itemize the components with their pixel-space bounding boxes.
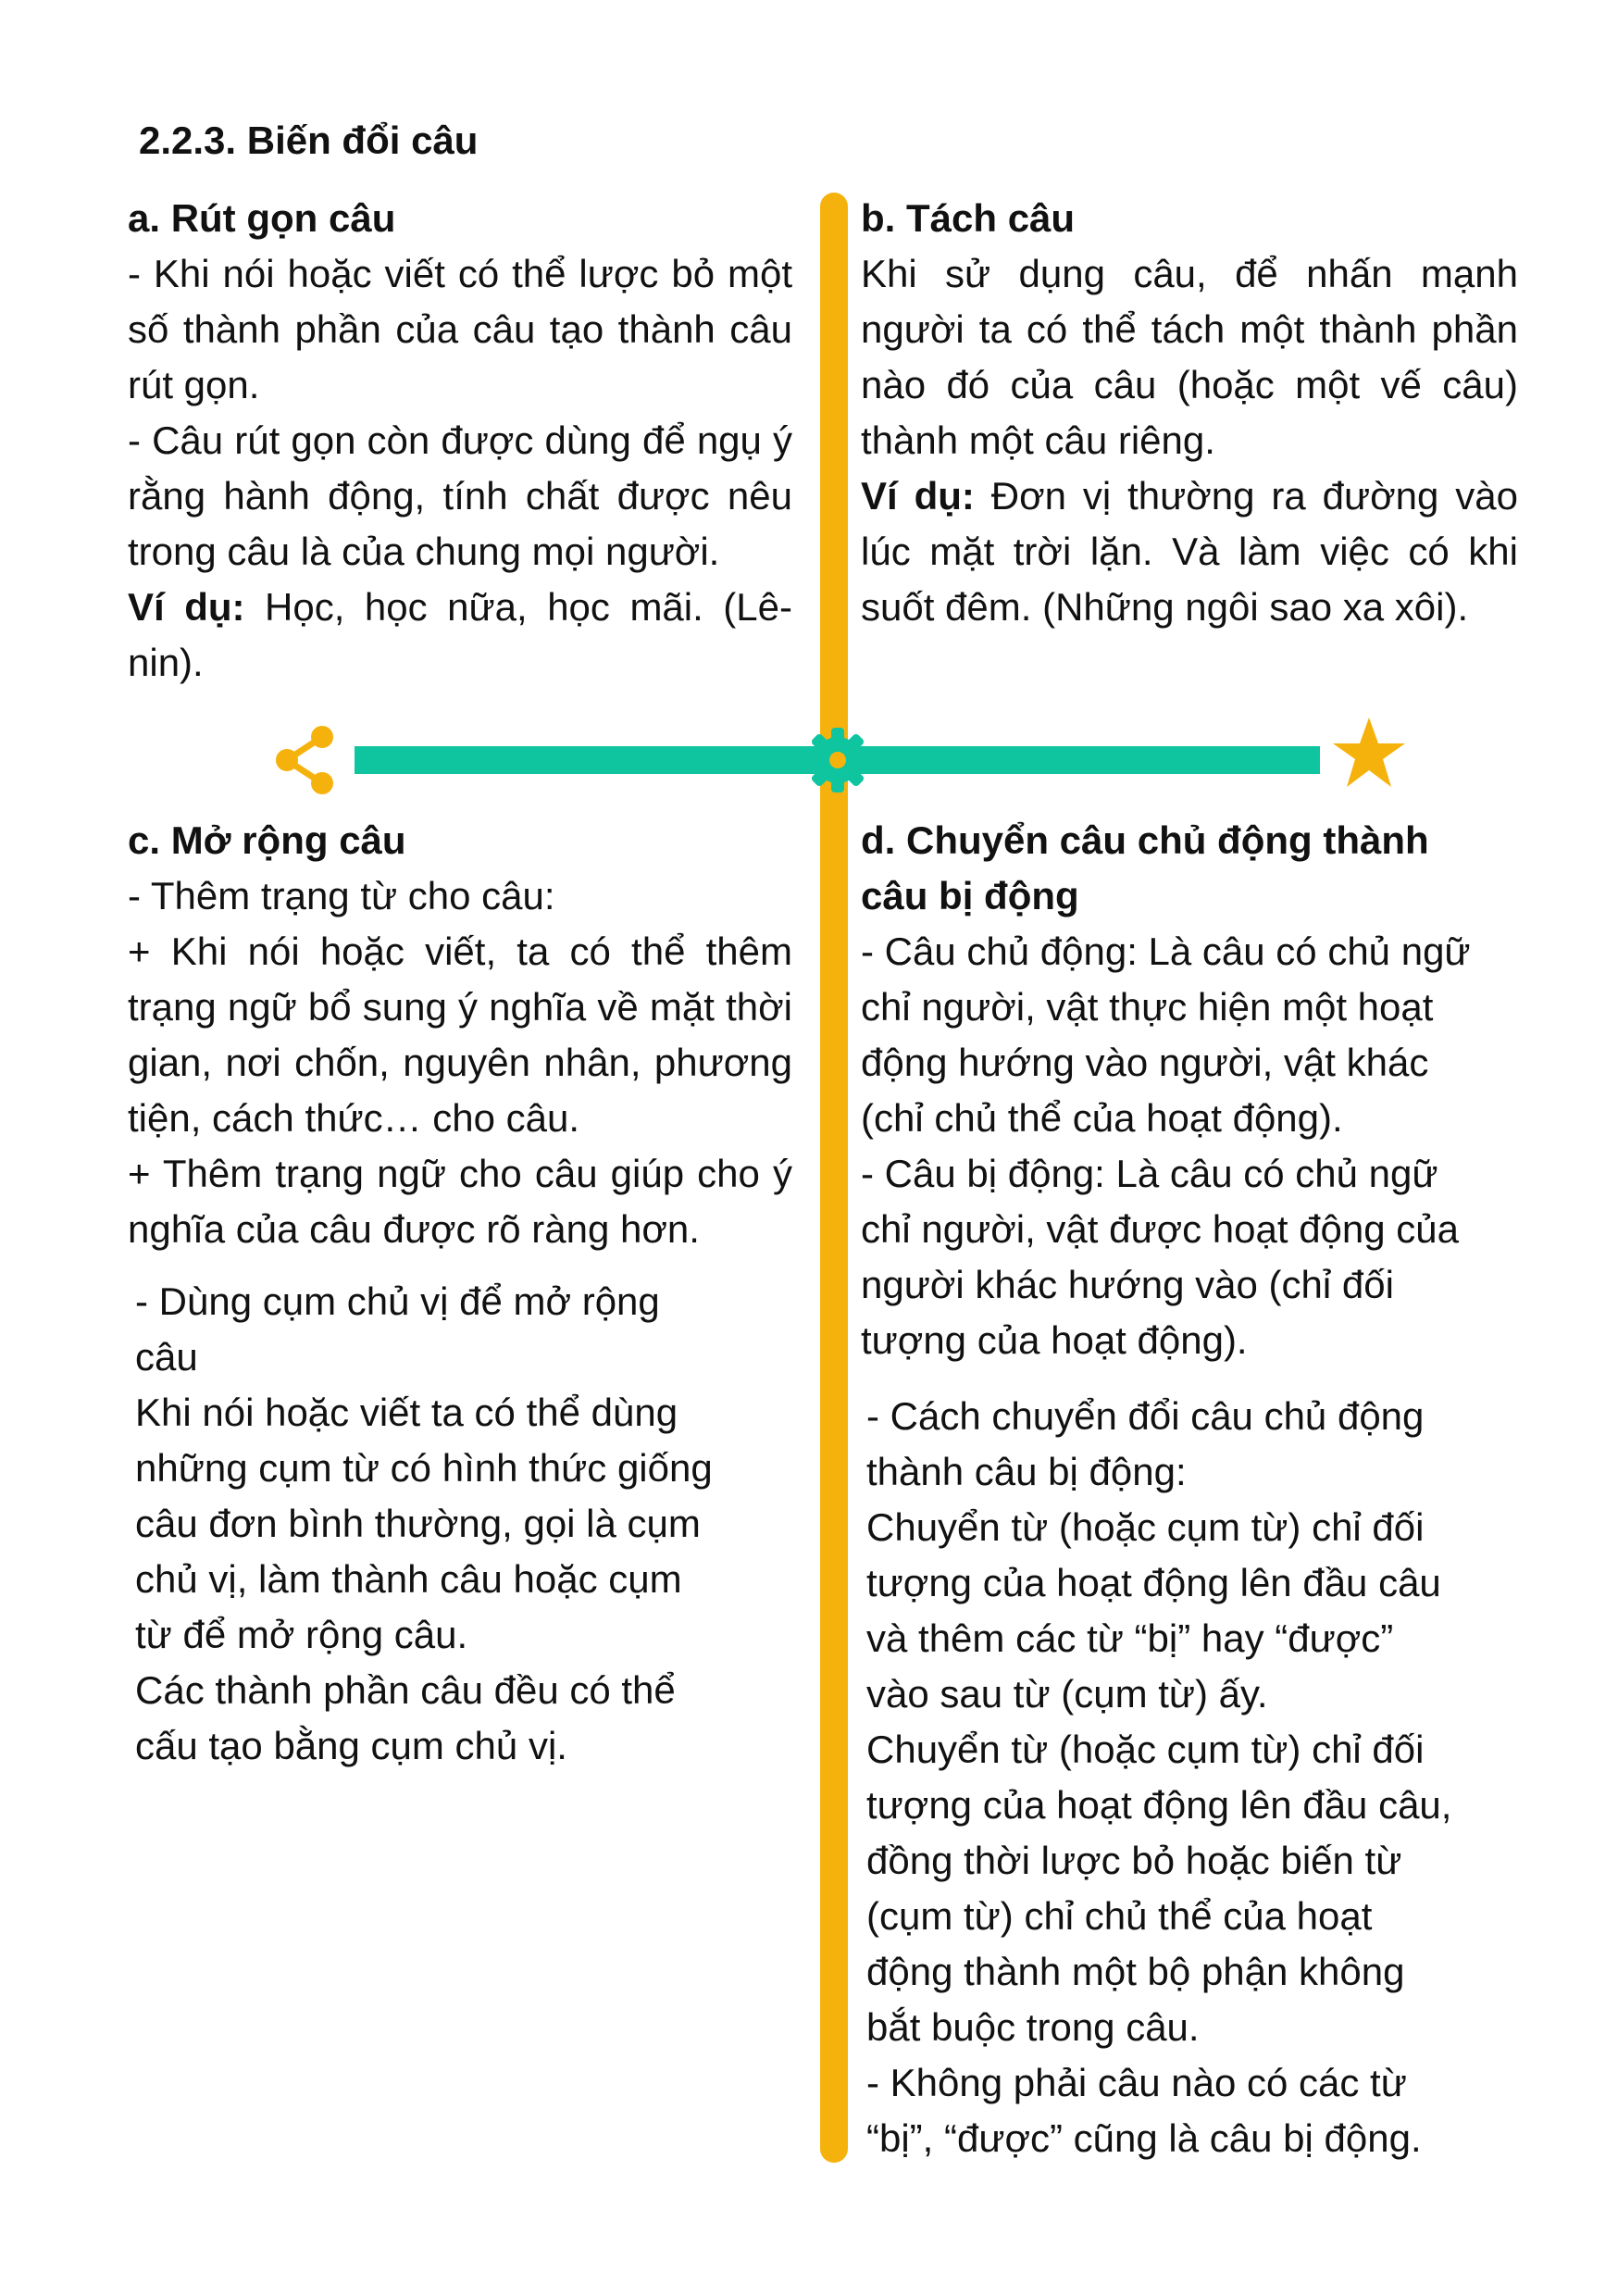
example-label: Ví dụ: <box>128 585 245 629</box>
quadrant-b-example <box>861 468 1518 635</box>
text-line: - Cách chuyển đổi câu chủ động <box>866 1394 1425 1438</box>
text-line: đồng thời lược bỏ hoặc biến từ <box>866 1839 1402 1882</box>
text-line: - Câu chủ động: Là câu có chủ ngữ <box>861 930 1471 973</box>
text-line: và thêm các từ “bị” hay “được” <box>866 1616 1394 1660</box>
text-line: những cụm từ có hình thức giống <box>135 1446 713 1490</box>
text-line: “bị”, “được” cũng là câu bị động. <box>866 2116 1422 2160</box>
quadrant-d-chuyen-cau <box>861 813 1518 2166</box>
heading-line: câu bị động <box>861 874 1079 917</box>
quadrant-a-paragraph-2: - Câu rút gọn còn được dùng để ngụ ý rằng hành động, tính chất được nêu trong câu là của chung mọi người. <box>128 418 792 573</box>
quadrant-a-paragraph-1: - Khi nói hoặc viết có thể lược bỏ một số thành phần của câu tạo thành câu rút gọn. <box>128 252 792 406</box>
quadrant-d-paragraph-2 <box>861 1146 1518 1368</box>
quadrant-a-rut-gon-cau <box>128 191 792 691</box>
text-line: - Câu bị động: Là câu có chủ ngữ <box>861 1152 1438 1195</box>
share-icon <box>268 723 342 797</box>
quadrant-c-paragraph-1: - Thêm trạng từ cho câu: <box>128 874 555 917</box>
quadrant-b-heading: b. Tách câu <box>861 196 1076 240</box>
text-line: vào sau từ (cụm từ) ấy. <box>866 1672 1268 1716</box>
text-line: cấu tạo bằng cụm chủ vị. <box>135 1724 567 1767</box>
example-text: Học, học nữa, học mãi. (Lê-nin). <box>128 585 793 684</box>
text-line: chỉ người, vật được hoạt động của <box>861 1207 1460 1251</box>
vertical-divider-bar <box>820 193 848 2163</box>
text-line: câu <box>135 1335 198 1379</box>
quadrant-c-mo-rong-cau <box>128 813 792 1774</box>
quadrant-b-tach-cau <box>861 191 1518 635</box>
quadrant-d-heading <box>861 813 1518 924</box>
text-line: động hướng vào người, vật khác <box>861 1041 1429 1084</box>
text-line: người khác hướng vào (chỉ đối <box>861 1263 1394 1306</box>
quadrant-a-example <box>128 580 792 691</box>
text-line: thành câu bị động: <box>866 1450 1187 1493</box>
text-line: (chỉ chủ thể của hoạt động). <box>861 1096 1343 1140</box>
example-label: Ví dụ: <box>861 474 975 518</box>
star-icon <box>1330 715 1408 792</box>
text-line: (cụm từ) chỉ chủ thể của hoạt <box>866 1894 1373 1938</box>
quadrant-a-heading: a. Rút gọn câu <box>128 196 396 240</box>
quadrant-d-paragraph-1 <box>861 924 1518 1146</box>
text-line: tượng của hoạt động lên đầu câu, <box>866 1783 1452 1827</box>
text-line: bắt buộc trong câu. <box>866 2005 1200 2049</box>
quadrant-c-paragraph-3: + Thêm trạng ngữ cho câu giúp cho ý nghĩa của câu được rõ ràng hơn. <box>128 1152 792 1251</box>
text-line: tượng của hoạt động). <box>861 1318 1248 1362</box>
quadrant-b-paragraph-1: Khi sử dụng câu, để nhấn mạnh người ta có thể tách một thành phần nào đó của câu (hoặc một vế câu) thành một câu riêng. <box>861 252 1518 462</box>
text-line: Khi nói hoặc viết ta có thể dùng <box>135 1391 678 1434</box>
text-line: câu đơn bình thường, gọi là cụm <box>135 1502 701 1545</box>
text-line: Chuyển từ (hoặc cụm từ) chỉ đối <box>866 1728 1425 1771</box>
text-line: từ để mở rộng câu. <box>135 1613 468 1656</box>
heading-line: d. Chuyển câu chủ động thành <box>861 818 1429 862</box>
text-line: Các thành phần câu đều có thể <box>135 1668 676 1712</box>
quadrant-d-subsection <box>861 1389 1518 2166</box>
text-line: chủ vị, làm thành câu hoặc cụm <box>135 1557 682 1601</box>
quadrant-c-paragraph-2: + Khi nói hoặc viết, ta có thể thêm trạng ngữ bổ sung ý nghĩa về mặt thời gian, nơi chốn, nguyên nhân, phương tiện, cách thức… cho câu. <box>128 930 792 1140</box>
gear-icon <box>803 726 872 794</box>
text-line: động thành một bộ phận không <box>866 1950 1405 1993</box>
quadrant-c-heading: c. Mở rộng câu <box>128 818 406 862</box>
text-line: chỉ người, vật thực hiện một hoạt <box>861 985 1434 1029</box>
text-line: tượng của hoạt động lên đầu câu <box>866 1561 1441 1604</box>
text-line: - Dùng cụm chủ vị để mở rộng <box>135 1279 660 1323</box>
section-title: 2.2.3. Biến đổi câu <box>139 119 479 162</box>
text-line: - Không phải câu nào có các từ <box>866 2061 1407 2104</box>
example-text: Đơn vị thường ra đường vào lúc mặt trời lặn. Và làm việc có khi suốt đêm. (Những ngôi sao xa xôi). <box>861 474 1518 629</box>
quadrant-c-subsection <box>128 1274 792 1774</box>
text-line: Chuyển từ (hoặc cụm từ) chỉ đối <box>866 1505 1425 1549</box>
